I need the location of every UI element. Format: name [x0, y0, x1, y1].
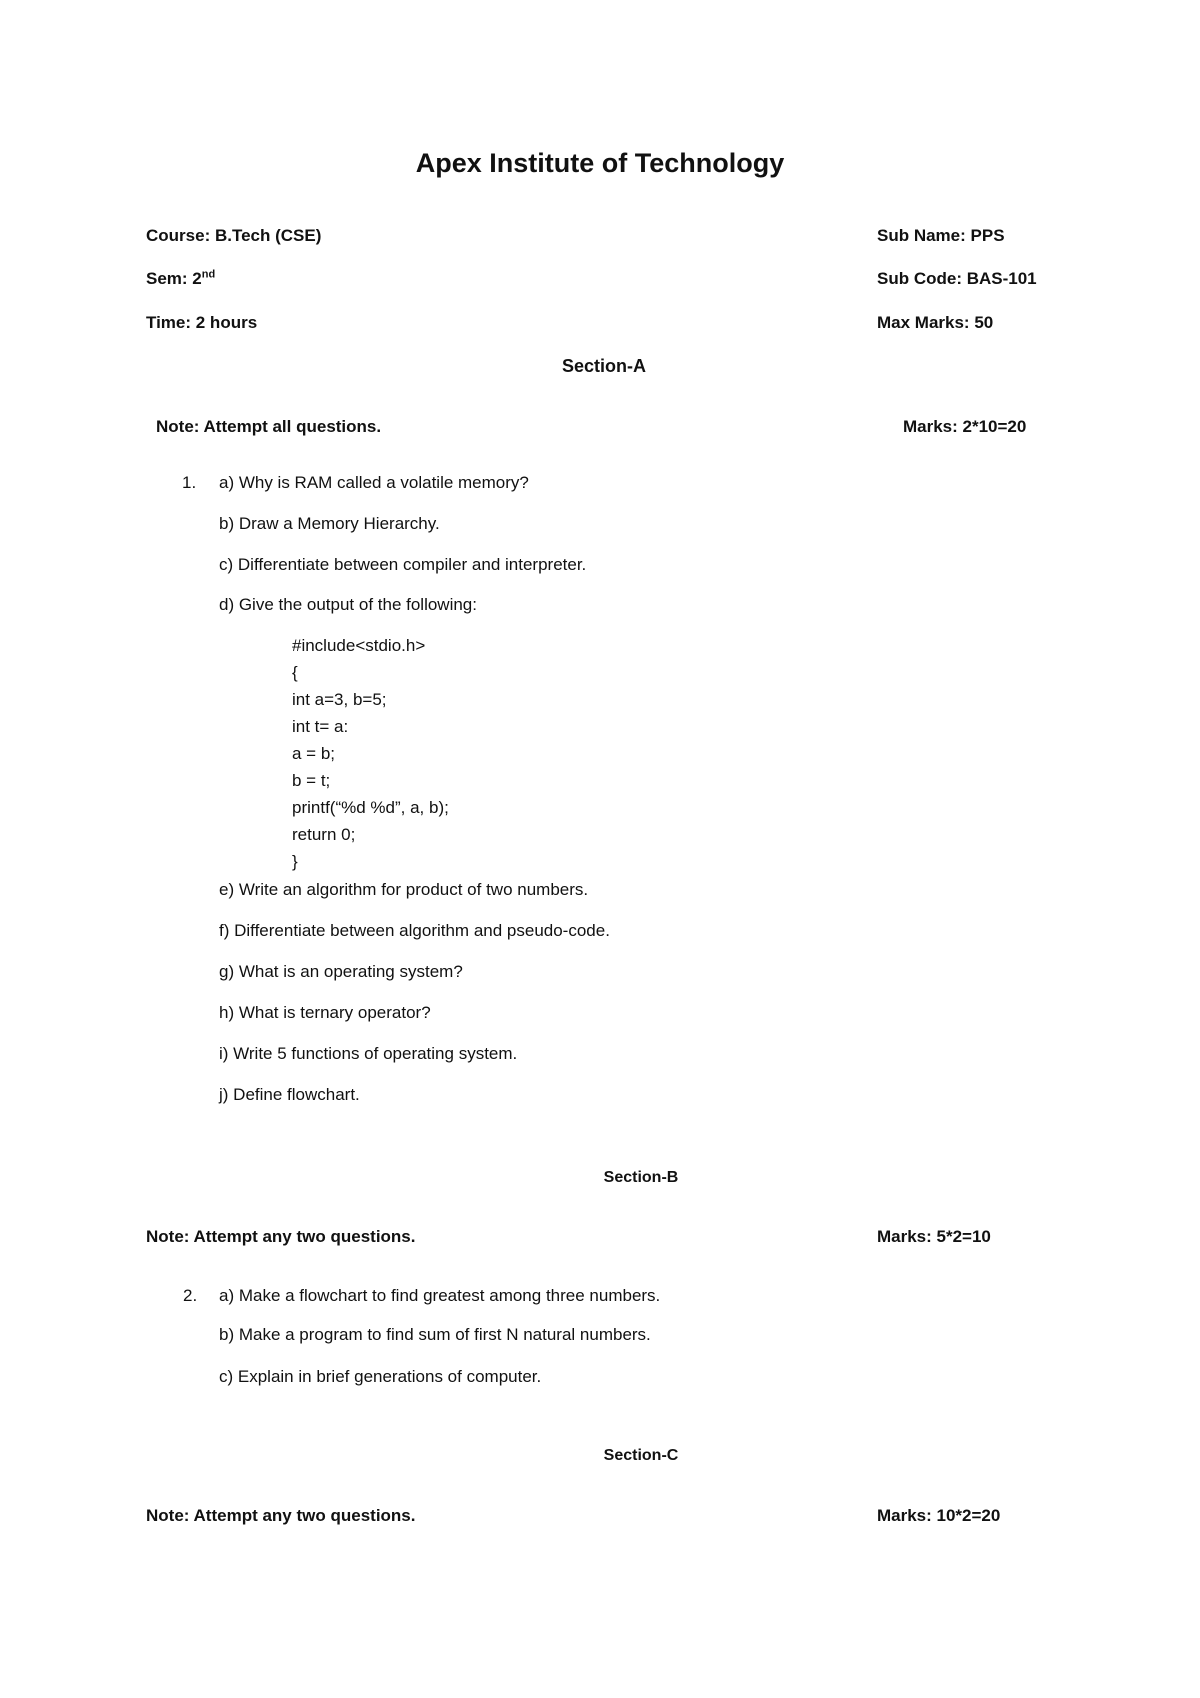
time-label: Time: 2 hours	[146, 313, 258, 332]
code-line: int a=3, b=5;	[292, 690, 387, 709]
semester-label	[146, 269, 215, 289]
semester-text: Sem: 2	[146, 269, 202, 288]
section-b-marks: Marks: 5*2=10	[877, 1227, 991, 1246]
question-1-number: 1.	[182, 473, 197, 492]
question-1e: e) Write an algorithm for product of two numbers.	[219, 880, 589, 899]
question-2c: c) Explain in brief generations of computer.	[219, 1367, 542, 1386]
code-line: printf(“%d %d”, a, b);	[292, 798, 449, 817]
subject-code: Sub Code: BAS-101	[877, 269, 1037, 288]
section-a-note: Note: Attempt all questions.	[156, 417, 382, 436]
code-line: a = b;	[292, 744, 336, 763]
code-line: b = t;	[292, 771, 331, 790]
question-1g: g) What is an operating system?	[219, 962, 463, 981]
code-line: #include<stdio.h>	[292, 636, 426, 655]
page-title: Apex Institute of Technology	[415, 148, 785, 178]
section-c-note: Note: Attempt any two questions.	[146, 1506, 416, 1525]
section-c-heading: Section-C	[603, 1447, 679, 1464]
max-marks: Max Marks: 50	[877, 313, 994, 332]
question-2-number: 2.	[183, 1286, 198, 1305]
question-2b: b) Make a program to find sum of first N natural numbers.	[219, 1325, 651, 1344]
semester-suffix: nd	[201, 268, 216, 281]
code-line: {	[292, 663, 298, 682]
section-c-marks: Marks: 10*2=20	[877, 1506, 1001, 1525]
question-1a: a) Why is RAM called a volatile memory?	[219, 473, 529, 492]
code-line: return 0;	[292, 825, 356, 844]
question-1h: h) What is ternary operator?	[219, 1003, 431, 1022]
subject-name: Sub Name: PPS	[877, 226, 1005, 245]
question-2a: a) Make a flowchart to find greatest among three numbers.	[219, 1286, 661, 1305]
section-a-heading: Section-A	[561, 356, 646, 376]
question-1c: c) Differentiate between compiler and interpreter.	[219, 555, 587, 574]
question-1f: f) Differentiate between algorithm and pseudo-code.	[219, 921, 610, 940]
question-1b: b) Draw a Memory Hierarchy.	[219, 514, 440, 533]
question-1j: j) Define flowchart.	[219, 1085, 360, 1104]
section-b-note: Note: Attempt any two questions.	[146, 1227, 416, 1246]
section-b-heading: Section-B	[603, 1169, 679, 1186]
question-1d: d) Give the output of the following:	[219, 595, 477, 614]
code-line: }	[292, 852, 298, 871]
course-label: Course: B.Tech (CSE)	[146, 226, 322, 245]
question-1i: i) Write 5 functions of operating system.	[219, 1044, 518, 1063]
code-line: int t= a:	[292, 717, 349, 736]
section-a-marks: Marks: 2*10=20	[903, 417, 1027, 436]
